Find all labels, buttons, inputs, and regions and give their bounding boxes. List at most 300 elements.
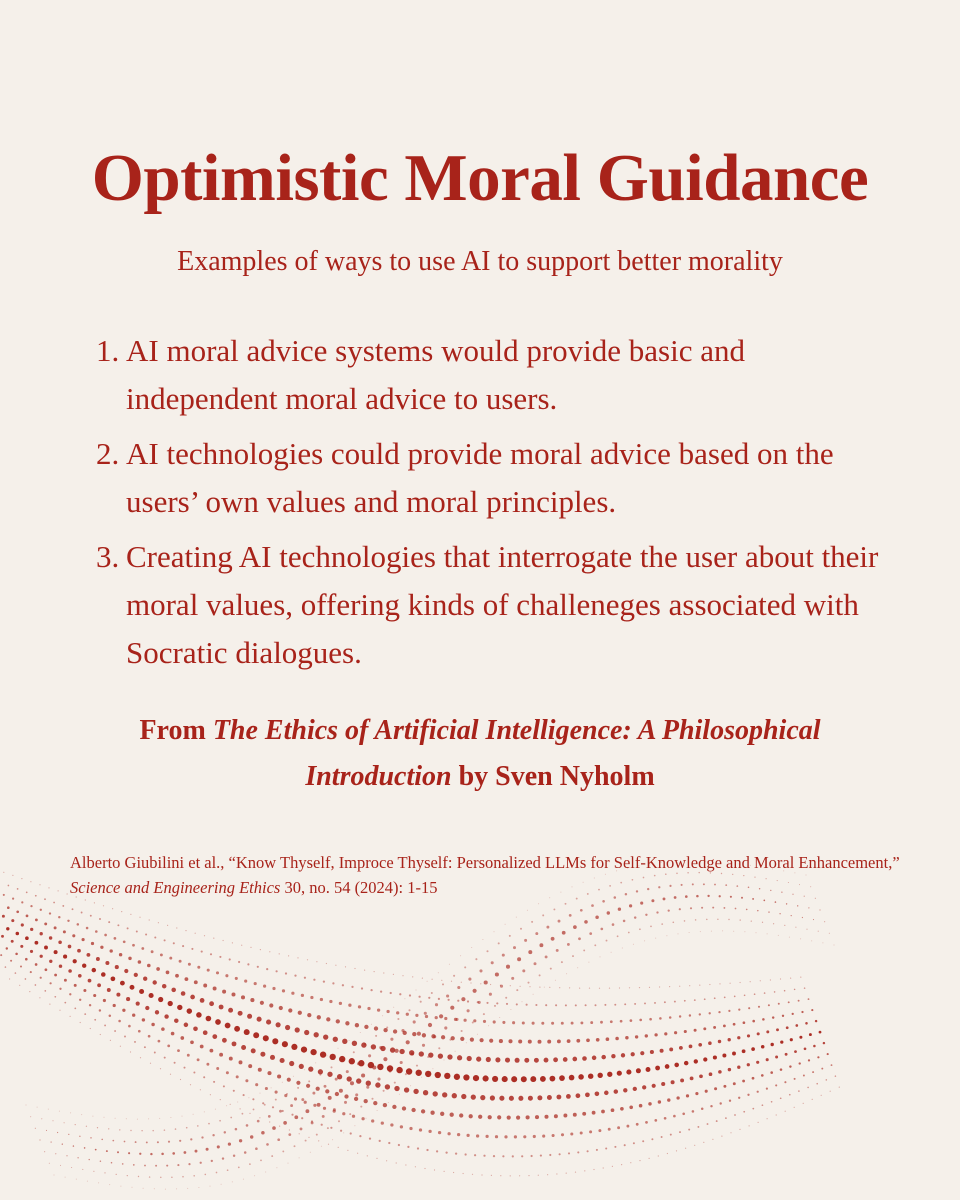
halftone-dot (733, 931, 734, 932)
halftone-dot (215, 1109, 216, 1110)
halftone-dot (213, 938, 214, 939)
citation-journal: Science and Engineering Ethics (70, 878, 281, 897)
halftone-dot (686, 1094, 689, 1097)
halftone-dot (554, 1114, 558, 1118)
halftone-dot (219, 1005, 224, 1010)
halftone-dot (573, 1113, 577, 1117)
halftone-dot (701, 907, 703, 909)
halftone-dot (591, 904, 594, 907)
halftone-dot (155, 1165, 157, 1167)
halftone-dot (368, 1054, 371, 1057)
halftone-dot (694, 1059, 698, 1063)
halftone-dot (190, 1138, 192, 1140)
halftone-dot (340, 1130, 342, 1132)
halftone-dot (82, 964, 86, 968)
halftone-dot (600, 956, 601, 957)
halftone-dot (361, 1073, 365, 1077)
halftone-dot (122, 1009, 125, 1012)
halftone-dot (512, 1155, 514, 1157)
halftone-dot (360, 1106, 362, 1108)
halftone-dot (692, 1110, 695, 1113)
halftone-dot (436, 1150, 438, 1152)
halftone-dot (607, 1072, 612, 1077)
halftone-dot (592, 1056, 597, 1061)
halftone-dot (416, 1070, 422, 1076)
halftone-dot (177, 1164, 179, 1166)
halftone-dot (812, 1071, 814, 1073)
halftone-dot (91, 942, 94, 945)
halftone-dot (58, 941, 62, 945)
halftone-dot (40, 909, 42, 911)
halftone-dot (383, 1057, 387, 1061)
halftone-dot (187, 1054, 190, 1057)
halftone-dot (105, 961, 109, 965)
halftone-dot (267, 1071, 271, 1075)
halftone-dot (510, 1009, 511, 1010)
halftone-dot (383, 972, 384, 973)
halftone-dot (808, 907, 809, 908)
halftone-dot (559, 987, 560, 988)
halftone-dot (194, 980, 198, 984)
halftone-dot (709, 1012, 711, 1014)
halftone-dot (156, 967, 160, 971)
halftone-dot (743, 1111, 745, 1113)
halftone-dot (666, 935, 667, 936)
halftone-dot (645, 1034, 648, 1037)
halftone-dot (64, 1122, 65, 1123)
halftone-dot (818, 931, 819, 932)
halftone-dot (794, 1107, 795, 1108)
halftone-dot (195, 933, 196, 934)
halftone-dot (338, 1147, 339, 1148)
halftone-dot (714, 1087, 717, 1090)
halftone-dot (567, 943, 570, 946)
halftone-dot (200, 1162, 202, 1164)
halftone-dot (264, 1104, 266, 1106)
halftone-dot (758, 1006, 760, 1008)
halftone-dot (600, 928, 603, 931)
halftone-dot (464, 1153, 466, 1155)
halftone-dot (182, 945, 184, 947)
halftone-dot (817, 1056, 819, 1058)
halftone-dot (670, 1134, 672, 1136)
halftone-dot (279, 1110, 282, 1113)
halftone-dot (539, 987, 540, 988)
halftone-dot (109, 1184, 110, 1185)
halftone-dot (440, 1112, 444, 1116)
halftone-dot (212, 1034, 217, 1039)
halftone-dot (797, 905, 798, 906)
halftone-dot (25, 958, 28, 961)
halftone-dot (815, 1020, 817, 1022)
halftone-dot (5, 966, 7, 968)
halftone-dot (620, 1107, 624, 1111)
halftone-dot (119, 953, 122, 956)
halftone-dot (396, 1067, 402, 1073)
halftone-dot (551, 937, 555, 941)
halftone-dot (611, 1108, 615, 1112)
halftone-dot (589, 932, 592, 935)
halftone-dot (206, 1016, 212, 1022)
halftone-dot (582, 1056, 587, 1061)
halftone-dot (695, 1092, 698, 1095)
halftone-dot (51, 1142, 52, 1143)
halftone-dot (11, 919, 14, 922)
halftone-dot (438, 972, 439, 973)
halftone-dot (674, 1001, 676, 1003)
halftone-dot (624, 1003, 626, 1005)
halftone-dot (120, 1046, 121, 1047)
halftone-dot (45, 968, 48, 971)
halftone-dot (451, 981, 452, 982)
halftone-dot (831, 1064, 833, 1066)
halftone-dot (728, 919, 729, 920)
halftone-dot (402, 1106, 406, 1110)
halftone-dot (285, 972, 287, 974)
halftone-dot (674, 1063, 679, 1068)
halftone-dot (239, 1139, 242, 1142)
halftone-dot (294, 1115, 298, 1119)
halftone-dot (415, 1166, 416, 1167)
halftone-dot (106, 1150, 108, 1152)
halftone-dot (780, 978, 781, 979)
halftone-dot (463, 1074, 469, 1080)
halftone-dot (308, 1066, 313, 1071)
halftone-dot (770, 979, 771, 980)
halftone-dot (601, 1055, 605, 1059)
halftone-dot (197, 1058, 200, 1061)
halftone-dot (620, 1020, 623, 1023)
halftone-dot (452, 1093, 457, 1098)
halftone-dot (785, 1111, 786, 1112)
halftone-dot (811, 940, 812, 941)
halftone-dot (774, 991, 776, 993)
halftone-dot (539, 943, 543, 947)
halftone-dot (623, 920, 626, 923)
halftone-dot (404, 1087, 409, 1092)
halftone-dot (734, 1114, 736, 1116)
halftone-dot (661, 1136, 663, 1138)
halftone-dot (76, 1179, 77, 1180)
halftone-dot (789, 1065, 791, 1067)
halftone-dot (44, 990, 46, 992)
halftone-dot (49, 1163, 50, 1164)
halftone-dot (518, 1039, 522, 1043)
list-item-text: Creating AI technologies that interrogate the user about their moral values, offering kinds of challeneges associated with Socratic dialogues. (126, 539, 879, 670)
halftone-dot (746, 909, 748, 911)
halftone-dot (496, 1002, 498, 1004)
halftone-dot (166, 971, 170, 975)
halftone-dot (48, 887, 49, 888)
halftone-dot (135, 1141, 137, 1143)
halftone-dot (108, 921, 110, 923)
halftone-dot (483, 1020, 486, 1023)
halftone-dot (115, 1118, 116, 1119)
halftone-dot (197, 966, 200, 969)
halftone-dot (59, 964, 62, 967)
halftone-dot (190, 1084, 191, 1085)
halftone-dot (405, 1164, 406, 1165)
halftone-dot (200, 998, 205, 1003)
halftone-dot (586, 1038, 590, 1042)
halftone-dot (495, 1057, 500, 1062)
halftone-dot (794, 1050, 797, 1053)
halftone-dot (367, 1155, 368, 1156)
halftone-dot (532, 1022, 535, 1025)
halftone-dot (379, 1046, 382, 1049)
halftone-dot (658, 1100, 661, 1103)
halftone-dot (393, 1029, 397, 1033)
halftone-dot (558, 920, 561, 923)
halftone-dot (226, 1105, 227, 1106)
halftone-dot (464, 966, 466, 968)
halftone-dot (709, 1072, 713, 1076)
halftone-dot (470, 1038, 474, 1042)
halftone-dot (393, 974, 394, 975)
halftone-dot (612, 923, 615, 926)
halftone-dot (377, 1078, 380, 1081)
halftone-dot (576, 1039, 580, 1043)
halftone-dot (535, 1004, 537, 1006)
halftone-dot (570, 1132, 573, 1135)
halftone-dot (689, 985, 690, 986)
halftone-dot (703, 1142, 704, 1143)
halftone-dot (354, 968, 355, 969)
halftone-dot (772, 1016, 774, 1018)
halftone-dot (406, 1013, 409, 1016)
halftone-dot (450, 1006, 454, 1010)
halftone-dot (449, 1039, 451, 1041)
halftone-dot (182, 1176, 184, 1178)
halftone-dot (449, 964, 450, 965)
halftone-dot (326, 1055, 327, 1056)
halftone-dot (751, 1047, 755, 1051)
halftone-dot (35, 895, 37, 897)
halftone-dot (307, 1013, 311, 1017)
halftone-dot (201, 951, 203, 953)
halftone-dot (358, 1060, 364, 1066)
halftone-dot (238, 1167, 240, 1169)
halftone-dot (266, 1143, 269, 1146)
halftone-dot (222, 990, 226, 994)
halftone-dot (15, 953, 18, 956)
halftone-dot (635, 1035, 638, 1038)
halftone-dot (377, 1110, 378, 1111)
halftone-dot (233, 1090, 235, 1092)
halftone-dot (577, 1151, 579, 1153)
halftone-dot (170, 1074, 171, 1075)
halftone-dot (732, 1052, 736, 1056)
halftone-dot (489, 1039, 493, 1043)
halftone-dot (275, 1091, 278, 1094)
halftone-dot (757, 1032, 760, 1035)
halftone-dot (516, 1116, 520, 1120)
halftone-dot (74, 1008, 76, 1010)
halftone-dot (417, 1147, 419, 1149)
halftone-dot (103, 999, 106, 1002)
halftone-dot (58, 916, 60, 918)
halftone-dot (282, 1110, 284, 1112)
halftone-dot (599, 988, 600, 989)
halftone-dot (30, 928, 33, 931)
halftone-dot (722, 1054, 726, 1058)
halftone-dot (166, 1165, 168, 1167)
halftone-dot (339, 1089, 343, 1093)
halftone-dot (112, 908, 113, 909)
halftone-dot (505, 997, 507, 999)
halftone-dot (349, 1113, 351, 1115)
halftone-dot (609, 988, 610, 989)
halftone-dot (175, 974, 179, 978)
halftone-dot (621, 1164, 622, 1165)
halftone-dot (805, 1022, 808, 1025)
halftone-dot (228, 1008, 233, 1013)
halftone-dot (721, 1136, 722, 1137)
halftone-dot (137, 1119, 138, 1120)
halftone-dot (301, 1098, 304, 1101)
halftone-dot (130, 1051, 131, 1052)
halftone-dot (809, 1033, 812, 1036)
halftone-dot (114, 937, 117, 940)
citation (70, 850, 910, 900)
halftone-dot (104, 1024, 106, 1026)
halftone-dot (660, 1049, 664, 1053)
halftone-dot (728, 1010, 730, 1012)
halftone-dot (824, 921, 825, 922)
halftone-dot (739, 1129, 740, 1130)
halftone-dot (282, 1150, 284, 1152)
halftone-dot (37, 1107, 38, 1108)
halftone-dot (390, 1038, 393, 1041)
halftone-dot (679, 986, 680, 987)
halftone-dot (287, 1078, 291, 1082)
halftone-dot (717, 919, 718, 920)
halftone-dot (234, 1026, 240, 1032)
halftone-dot (685, 1148, 686, 1149)
halftone-dot (654, 1002, 656, 1004)
halftone-dot (316, 1087, 320, 1091)
halftone-dot (254, 1175, 255, 1176)
halftone-dot (30, 971, 32, 973)
halftone-dot (679, 1015, 681, 1017)
halftone-dot (172, 1152, 175, 1155)
halftone-dot (283, 1121, 287, 1125)
halftone-dot (245, 1079, 248, 1082)
halftone-dot (171, 988, 176, 993)
halftone-dot (614, 1004, 616, 1006)
halftone-dot (596, 1149, 598, 1151)
halftone-dot (41, 1118, 42, 1119)
halftone-dot (310, 1049, 316, 1055)
halftone-dot (779, 913, 780, 914)
halftone-dot (168, 1001, 173, 1006)
halftone-dot (464, 1019, 467, 1022)
halftone-dot (197, 1125, 199, 1127)
halftone-dot (486, 1057, 491, 1062)
halftone-dot (667, 1098, 670, 1101)
halftone-dot (151, 950, 154, 953)
halftone-dot (121, 911, 122, 912)
halftone-dot (723, 1024, 726, 1027)
halftone-dot (72, 908, 74, 910)
halftone-dot (500, 985, 503, 988)
halftone-dot (816, 1083, 818, 1085)
halftone-dot (339, 1056, 345, 1062)
halftone-dot (412, 976, 413, 977)
halftone-dot (486, 1002, 488, 1004)
halftone-dot (17, 888, 19, 890)
halftone-dot (466, 1042, 467, 1043)
halftone-dot (394, 1086, 399, 1091)
halftone-dot (411, 1108, 415, 1112)
halftone-dot (383, 1028, 387, 1032)
halftone-dot (678, 933, 679, 934)
halftone-dot (59, 988, 61, 990)
halftone-dot (84, 1013, 86, 1015)
halftone-dot (246, 1124, 249, 1127)
halftone-dot (310, 1152, 311, 1153)
halftone-dot (604, 1091, 609, 1096)
halftone-dot (523, 1135, 526, 1138)
halftone-dot (79, 1136, 80, 1137)
halftone-dot (671, 1080, 675, 1084)
halftone-dot (559, 1153, 561, 1155)
halftone-dot (803, 1103, 804, 1104)
halftone-dot (473, 989, 477, 993)
book-title-line1: The Ethics of Artificial Intelligence: A Philosophical (212, 715, 821, 746)
halftone-dot (179, 960, 182, 963)
halftone-dot (790, 1038, 793, 1041)
halftone-dot (664, 1032, 667, 1035)
halftone-dot (514, 1135, 517, 1138)
halftone-dot (361, 987, 363, 989)
halftone-dot (398, 1144, 400, 1146)
halftone-dot (86, 1126, 87, 1127)
list-item (96, 327, 896, 423)
halftone-dot (656, 911, 658, 913)
halftone-dot (335, 1078, 338, 1081)
halftone-dot (291, 992, 294, 995)
halftone-dot (179, 1140, 181, 1142)
halftone-dot (371, 1119, 374, 1122)
halftone-dot (569, 987, 570, 988)
halftone-dot (358, 1005, 361, 1008)
halftone-dot (184, 1023, 189, 1028)
halftone-dot (158, 1040, 161, 1043)
halftone-dot (604, 1004, 606, 1006)
halftone-dot (658, 1155, 659, 1156)
halftone-dot (631, 1052, 635, 1056)
halftone-dot (167, 1045, 170, 1048)
halftone-dot (310, 996, 313, 999)
halftone-dot (617, 1071, 622, 1076)
halftone-dot (252, 1098, 254, 1100)
halftone-dot (263, 985, 266, 988)
halftone-dot (506, 965, 510, 969)
halftone-dot (474, 1154, 476, 1156)
halftone-dot (96, 957, 100, 961)
halftone-dot (565, 1004, 567, 1006)
halftone-dot (265, 1172, 266, 1173)
halftone-dot (722, 930, 723, 931)
halftone-dot (239, 1060, 243, 1064)
halftone-dot (210, 953, 212, 955)
halftone-dot (347, 1150, 348, 1151)
halftone-dot (401, 1029, 404, 1032)
halftone-dot (62, 1143, 63, 1144)
halftone-dot (493, 1020, 496, 1023)
halftone-dot (640, 1051, 644, 1055)
